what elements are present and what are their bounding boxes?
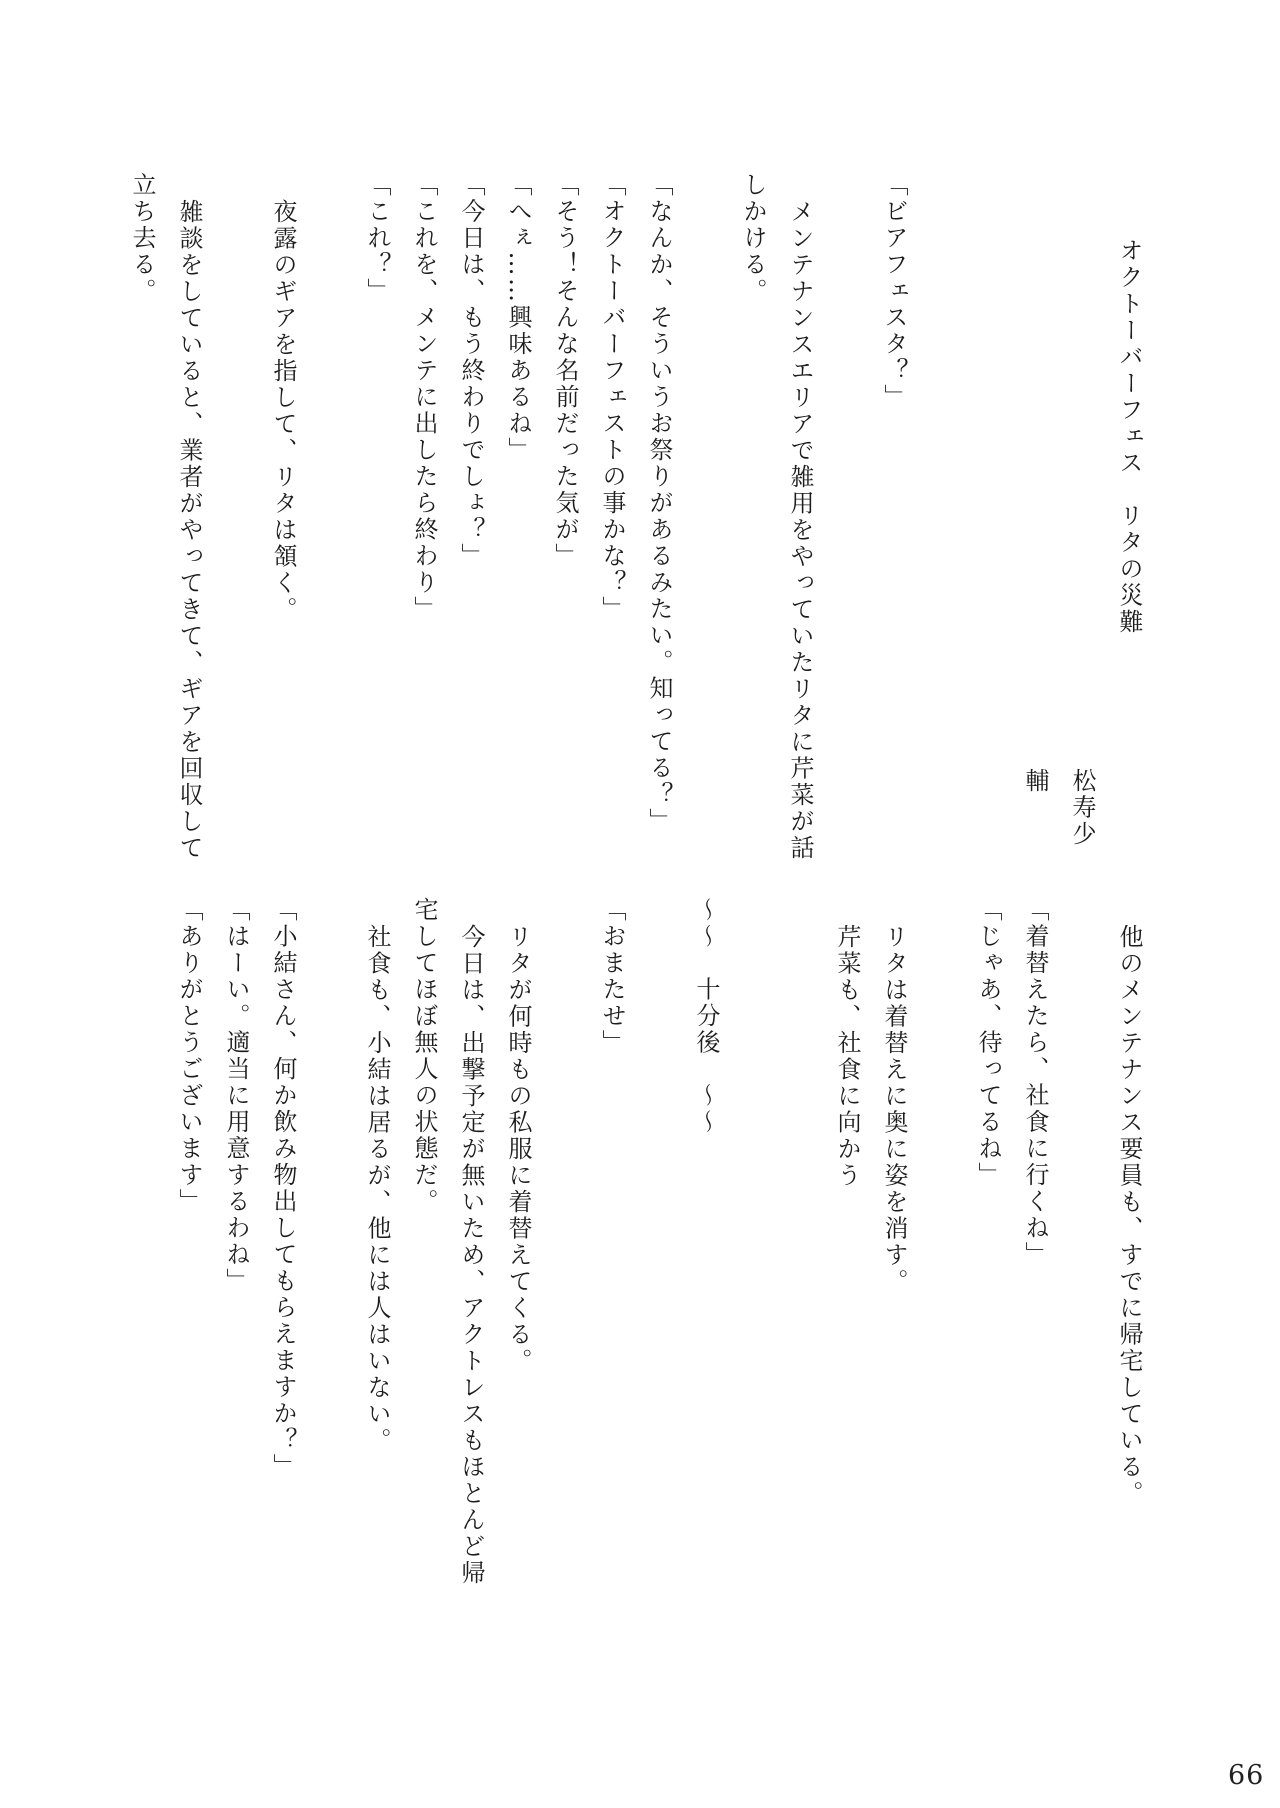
dialogue-line: 「着替えたら、社食に行くね」 xyxy=(1021,897,1049,1268)
narrative-line: 雑談をしていると、業者がやってきて、ギアを回収して xyxy=(175,198,203,861)
narrative-line: 今日は、出撃予定が無いため、アクトレスもほとんど帰 xyxy=(457,923,485,1586)
text-band-upper xyxy=(118,172,1152,866)
narrative-line: 社食も、小結は居るが、他には人はいない。 xyxy=(363,923,391,1454)
dialogue-line: 「へぇ……興味あるね」 xyxy=(504,172,532,464)
blank-line xyxy=(917,897,964,1613)
blank-line xyxy=(635,897,682,1613)
narrative-line: 他のメンテナンス要員も、すでに帰宅している。 xyxy=(1115,923,1143,1507)
blank-line xyxy=(776,897,823,1613)
blank-line xyxy=(212,172,259,866)
narrative-line: 立ち去る。 xyxy=(128,172,156,305)
blank-line xyxy=(917,172,964,866)
scene-break-line: 〜〜 十分後 〜〜 xyxy=(692,897,720,1136)
dialogue-line: 「ありがとうございます」 xyxy=(175,897,203,1215)
dialogue-line: 「おまたせ」 xyxy=(598,897,626,1056)
blank-line xyxy=(306,897,353,1613)
dialogue-line: 「じゃあ、待ってるね」 xyxy=(974,897,1002,1189)
dialogue-line: 「これ？」 xyxy=(363,172,391,305)
narrative-line: 芹菜も、社食に向かう xyxy=(833,923,861,1189)
page-number: 66 xyxy=(1228,1760,1265,1791)
dialogue-line: 「オクトーバーフェストの事かな？」 xyxy=(598,172,626,623)
narrative-line: リタが何時もの私服に着替えてくる。 xyxy=(504,923,532,1374)
dialogue-line: 「今日は、もう終わりでしょ？」 xyxy=(457,172,485,570)
blank-line xyxy=(682,172,729,866)
blank-line xyxy=(541,897,588,1613)
narrative-line: 夜露のギアを指して、リタは頷く。 xyxy=(269,198,297,623)
dialogue-line: 「なんか、そういうお祭りがあるみたい。知ってる？」 xyxy=(645,172,673,835)
dialogue-line: 「これを、メンテに出したら終わり」 xyxy=(410,172,438,623)
story-author: 松寿少輔 xyxy=(1021,768,1096,848)
blank-line xyxy=(306,172,353,866)
dialogue-line: 「ビアフェスタ？」 xyxy=(880,172,908,411)
narrative-line: 宅してほぼ無人の状態だ。 xyxy=(410,897,438,1215)
text-band-lower xyxy=(165,897,1152,1613)
narrative-line: メンテナンスエリアで雑用をやっていたリタに芹菜が話 xyxy=(786,198,814,861)
dialogue-line: 「そう！そんな名前だった気が」 xyxy=(551,172,579,570)
narrative-line: しかける。 xyxy=(739,172,767,305)
blank-line xyxy=(1058,897,1105,1613)
story-title: オクトーバーフェス リタの災難 xyxy=(1115,238,1143,636)
narrative-line: リタは着替えに奥に姿を消す。 xyxy=(880,923,908,1295)
dialogue-line: 「はーい。適当に用意するわね」 xyxy=(222,897,250,1295)
blank-line xyxy=(729,897,776,1613)
blank-line xyxy=(964,172,1011,866)
dialogue-line: 「小結さん、何か飲み物出してもらえますか？」 xyxy=(269,897,297,1480)
blank-line xyxy=(823,172,870,866)
